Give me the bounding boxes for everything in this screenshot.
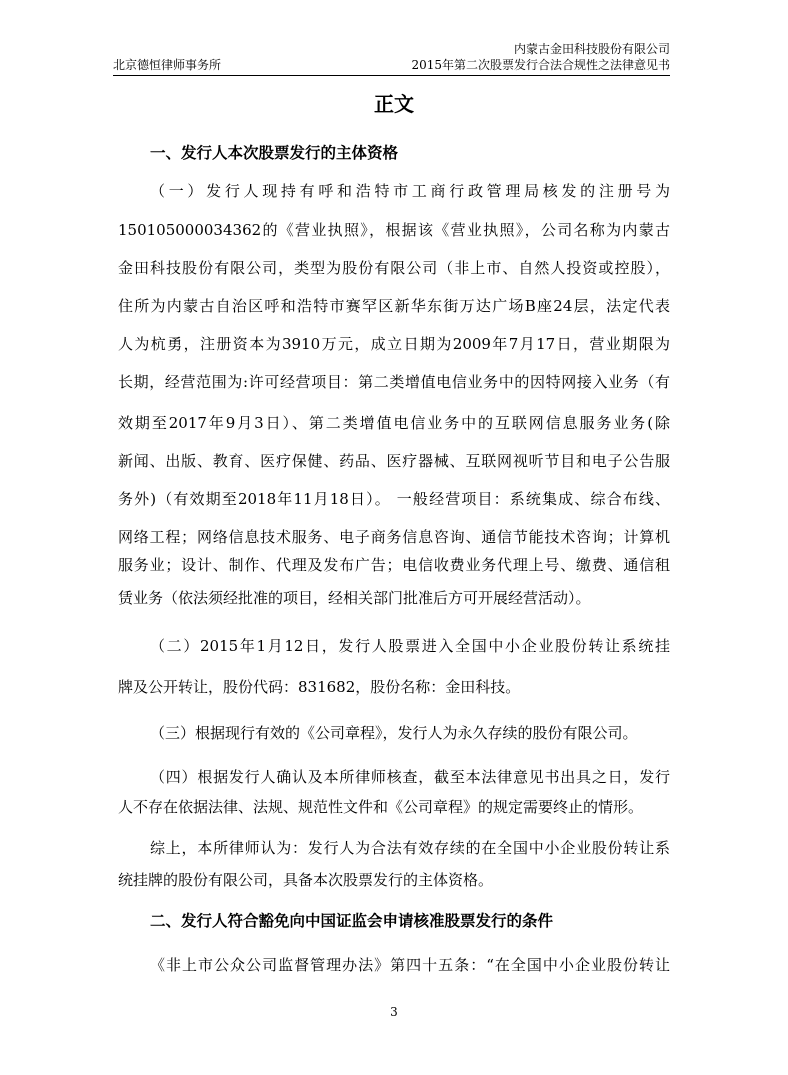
paragraph-line: 长期，经营范围为:许可经营项目：第二类增值电信业务中的因特网接入业务（有: [118, 373, 670, 391]
header-company: 内蒙古金田科技股份有限公司: [513, 42, 670, 56]
paragraph-line: 网络工程；网络信息技术服务、电子商务信息咨询、通信节能技术咨询；计算机: [118, 528, 670, 546]
paragraph-line: 综上，本所律师认为：发行人为合法有效存续的在全国中小企业股份转让系: [150, 839, 670, 857]
page-title: 正文: [374, 92, 414, 116]
page-number: 3: [390, 1005, 398, 1019]
paragraph-line: 统挂牌的股份有限公司，具备本次股票发行的主体资格。: [118, 871, 494, 889]
section-heading-1: 一、发行人本次股票发行的主体资格: [150, 144, 399, 162]
paragraph-line: 服务业；设计、制作、代理及发布广告；电信收费业务代理上号、缴费、通信租: [118, 556, 670, 574]
paragraph-line: 金田科技股份有限公司，类型为股份有限公司（非上市、自然人投资或控股），: [118, 259, 670, 277]
paragraph-line: （一）发行人现持有呼和浩特市工商行政管理局核发的注册号为: [150, 182, 670, 200]
paragraph-line: （三）根据现行有效的《公司章程》，发行人为永久存续的股份有限公司。: [150, 724, 638, 742]
paragraph-line: 《非上市公众公司监督管理办法》第四十五条：“在全国中小企业股份转让: [150, 956, 670, 974]
header-row: [113, 58, 670, 73]
paragraph-line: 人为杭勇，注册资本为3910万元，成立日期为2009年7月17日，营业期限为: [118, 335, 670, 353]
paragraph-line: 住所为内蒙古自治区呼和浩特市赛罕区新华东街万达广场B座24层，法定代表: [118, 297, 670, 315]
paragraph-line: 赁业务（依法须经批准的项目，经相关部门批准后方可开展经营活动）。: [118, 589, 591, 607]
paragraph-line: 牌及公开转让，股份代码：831682，股份名称：金田科技。: [118, 678, 521, 696]
header-firm: 北京德恒律师事务所: [113, 58, 222, 72]
header-doc-title: 2015年第二次股票发行合法合规性之法律意见书: [411, 58, 670, 72]
paragraph-line: 新闻、出版、教育、医疗保健、药品、医疗器械、互联网视听节目和电子公告服: [118, 452, 670, 470]
paragraph-line: 150105000034362的《营业执照》，根据该《营业执照》，公司名称为内蒙古: [118, 221, 670, 239]
header-rule: [113, 75, 670, 76]
paragraph-line: 人不存在依据法律、法规、规范性文件和《公司章程》的规定需要终止的情形。: [118, 798, 644, 816]
paragraph-line: 效期至2017年9月3日）、第二类增值电信业务中的互联网信息服务业务(除: [118, 414, 670, 432]
paragraph-line: （四）根据发行人确认及本所律师核查，截至本法律意见书出具之日，发行: [150, 768, 670, 786]
paragraph-line: 务外)（有效期至2018年11月18日）。 一般经营项目：系统集成、综合布线、: [118, 490, 670, 508]
paragraph-line: （二）2015年1月12日，发行人股票进入全国中小企业股份转让系统挂: [150, 637, 670, 655]
section-heading-2: 二、发行人符合豁免向中国证监会申请核准股票发行的条件: [150, 912, 554, 930]
